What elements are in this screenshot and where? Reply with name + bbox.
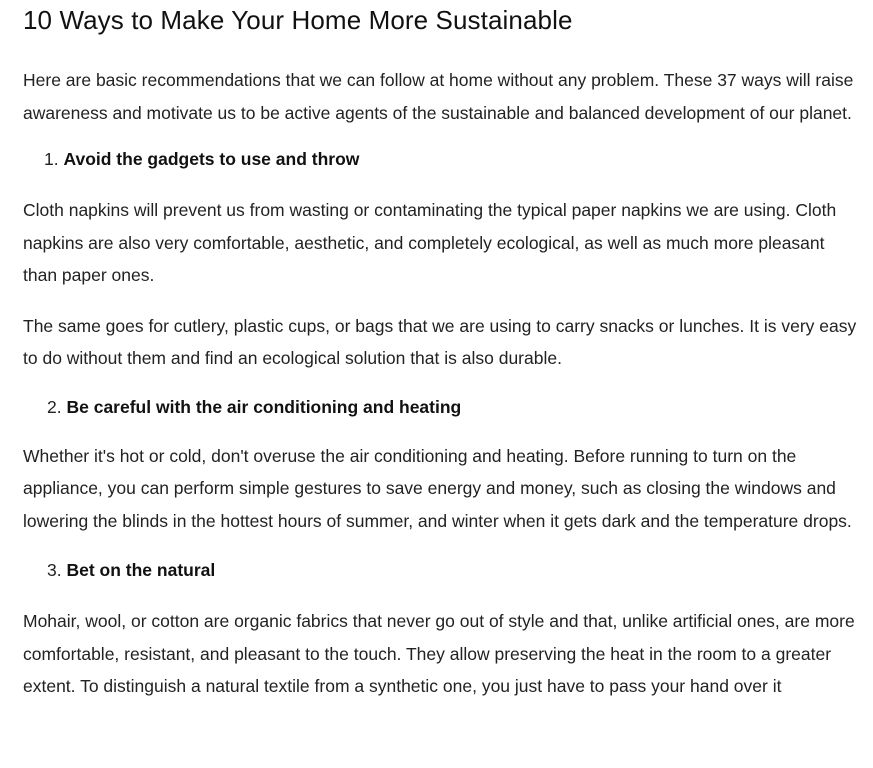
- list-item-number: 1.: [44, 149, 59, 169]
- body-paragraph: Cloth napkins will prevent us from wasting or contaminating the typical paper napkins we are using. Cloth napkins are also very comfortable, aesthetic, and completely ecological, as well as much more pleasant than paper ones.: [23, 200, 837, 285]
- list-item-heading: [23, 556, 871, 584]
- tips-list: [23, 393, 871, 421]
- list-item-title: Be careful with the air conditioning and heating: [66, 396, 462, 417]
- tips-list: [23, 556, 871, 584]
- body-paragraph: Mohair, wool, or cotton are organic fabrics that never go out of style and that, unlike artificial ones, are more comfortable, resistant, and pleasant to the touch. They allow preserving the heat in the room to a greater extent. To distinguish a natural textile from a synthetic one, you just have to pass your hand over it: [23, 611, 855, 696]
- tips-list: [23, 145, 871, 173]
- body-paragraph: The same goes for cutlery, plastic cups, or bags that we are using to carry snacks or lunches. It is very easy to do without them and find an ecological solution that is also durable.: [23, 315, 857, 368]
- list-item-title: Bet on the natural: [66, 560, 216, 580]
- list-item-number: 3.: [47, 560, 62, 580]
- list-item-heading: [23, 145, 871, 173]
- intro-paragraph: Here are basic recommendations that we can follow at home without any problem. These 37 ways will raise awareness and motivate us to be active agents of the sustainable and balanced development of our planet.: [23, 70, 854, 123]
- article: [23, 0, 871, 703]
- body-paragraph: Whether it's hot or cold, don't overuse the air conditioning and heating. Before running to turn on the appliance, you can perform simple gestures to save energy and money, such as closing the windows and lowering the blinds in the hottest hours of summer, and winter when it gets dark and the temperature drops.: [23, 445, 852, 531]
- list-item-title: Avoid the gadgets to use and throw: [63, 149, 360, 169]
- page-title: 10 Ways to Make Your Home More Sustainable: [23, 5, 573, 35]
- list-item-heading: [23, 393, 871, 421]
- list-item-number: 2.: [47, 396, 62, 417]
